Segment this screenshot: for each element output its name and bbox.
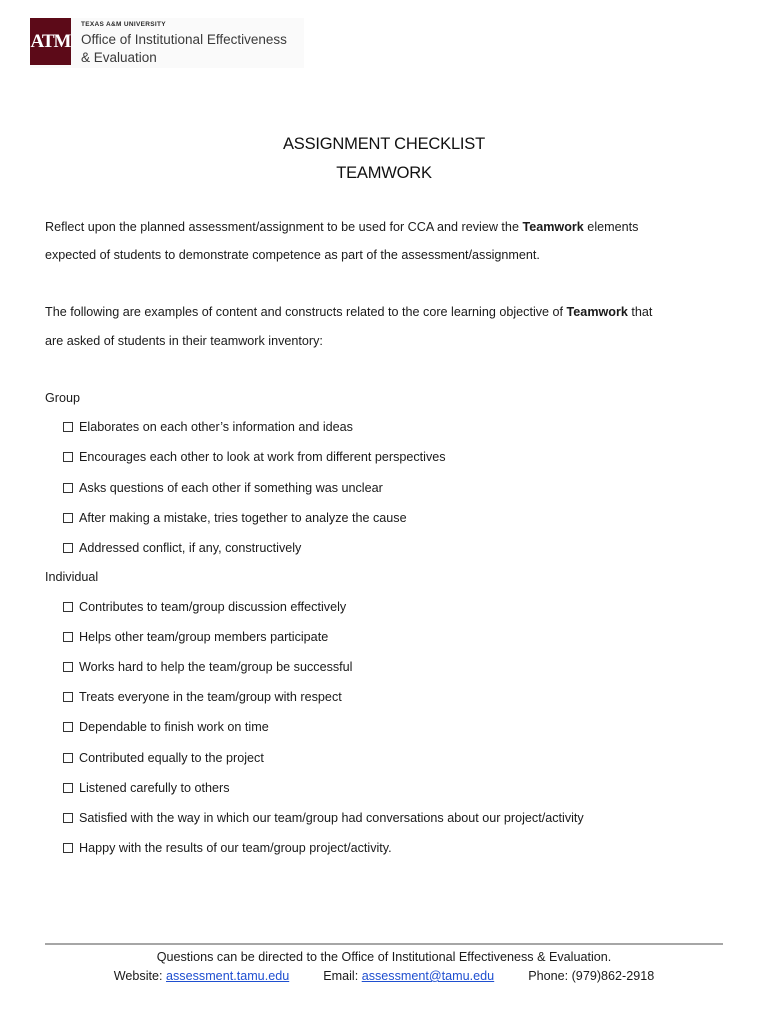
checklist-item[interactable] xyxy=(63,600,346,614)
checklist-item-label: Contributed equally to the project xyxy=(79,751,264,765)
document-title: ASSIGNMENT CHECKLIST xyxy=(283,135,485,153)
checklist-item[interactable] xyxy=(63,690,342,704)
website-link[interactable]: assessment.tamu.edu xyxy=(166,969,290,983)
intro-bold-term: Teamwork xyxy=(566,305,628,319)
checkbox[interactable] xyxy=(63,632,73,642)
checkbox[interactable] xyxy=(63,602,73,612)
individual-heading: Individual xyxy=(45,570,99,584)
checklist-item-label: Works hard to help the team/group be successful xyxy=(79,660,353,674)
email-label: Email: xyxy=(323,969,362,983)
header-logo-block xyxy=(30,18,304,68)
intro-paragraph-1-line2: expected of students to demonstrate competence as part of the assessment/assignment. xyxy=(45,248,540,262)
intro-paragraph-2-line2: are asked of students in their teamwork inventory: xyxy=(45,334,323,348)
intro-paragraph-2 xyxy=(45,305,735,319)
checklist-item[interactable] xyxy=(63,720,269,734)
intro-text: that xyxy=(627,305,653,319)
checkbox[interactable] xyxy=(63,543,73,553)
checkbox[interactable] xyxy=(63,813,73,823)
intro-bold-term: Teamwork xyxy=(522,220,584,234)
checklist-item-label: Helps other team/group members participate xyxy=(79,630,329,644)
checklist-item-label: Listened carefully to others xyxy=(79,781,230,795)
checklist-item[interactable] xyxy=(63,811,584,825)
checklist-item-label: Dependable to finish work on time xyxy=(79,720,269,734)
phone-number: Phone: (979)862-2918 xyxy=(528,969,655,983)
tamu-logo: ATM xyxy=(30,18,71,65)
checklist-item[interactable] xyxy=(63,630,328,644)
checklist-item[interactable] xyxy=(63,781,230,795)
checklist-item-label: After making a mistake, tries together to analyze the cause xyxy=(79,511,407,525)
checklist-item-label: Elaborates on each other’s information and ideas xyxy=(79,420,353,434)
checkbox[interactable] xyxy=(63,513,73,523)
checkbox[interactable] xyxy=(63,753,73,763)
checkbox[interactable] xyxy=(63,422,73,432)
checkbox[interactable] xyxy=(63,452,73,462)
checklist-item-label: Happy with the results of our team/group project/activity. xyxy=(79,841,392,855)
website-label: Website: xyxy=(113,969,166,983)
checklist-item-label: Asks questions of each other if something was unclear xyxy=(79,481,383,495)
intro-text: Reflect upon the planned assessment/assignment to be used for CCA and review the xyxy=(45,220,523,234)
document-subtitle: TEAMWORK xyxy=(336,164,432,182)
office-name-line1: Office of Institutional Effectiveness xyxy=(81,32,287,47)
checkbox[interactable] xyxy=(63,692,73,702)
intro-paragraph-1 xyxy=(45,220,735,234)
checkbox[interactable] xyxy=(63,843,73,853)
checklist-item[interactable] xyxy=(63,481,383,495)
checklist-item[interactable] xyxy=(63,751,264,765)
checklist-item-label: Addressed conflict, if any, constructively xyxy=(79,541,302,555)
checklist-item-label: Treats everyone in the team/group with respect xyxy=(79,690,342,704)
intro-text: The following are examples of content and constructs related to the core learning objective of xyxy=(45,305,567,319)
checklist-item[interactable] xyxy=(63,450,446,464)
footer-contact-details xyxy=(0,969,768,983)
email-link[interactable]: assessment@tamu.edu xyxy=(361,969,495,983)
footer-divider xyxy=(45,943,723,945)
university-name: TEXAS A&M UNIVERSITY xyxy=(81,21,166,28)
checklist-item-label: Contributes to team/group discussion effectively xyxy=(79,600,347,614)
footer-contact-text: Questions can be directed to the Office of Institutional Effectiveness & Evaluation. xyxy=(156,950,612,964)
group-heading: Group xyxy=(45,391,81,405)
checkbox[interactable] xyxy=(63,662,73,672)
checklist-item[interactable] xyxy=(63,660,352,674)
checkbox[interactable] xyxy=(63,722,73,732)
checklist-item[interactable] xyxy=(63,841,392,855)
checkbox[interactable] xyxy=(63,483,73,493)
checklist-item[interactable] xyxy=(63,511,407,525)
checklist-item-label: Satisfied with the way in which our team/group had conversations about our project/activity xyxy=(79,811,584,825)
checkbox[interactable] xyxy=(63,783,73,793)
checklist-item[interactable] xyxy=(63,541,301,555)
office-name-line2: & Evaluation xyxy=(81,50,157,65)
checklist-item-label: Encourages each other to look at work from different perspectives xyxy=(79,450,446,464)
intro-text: elements xyxy=(583,220,639,234)
checklist-item[interactable] xyxy=(63,420,353,434)
